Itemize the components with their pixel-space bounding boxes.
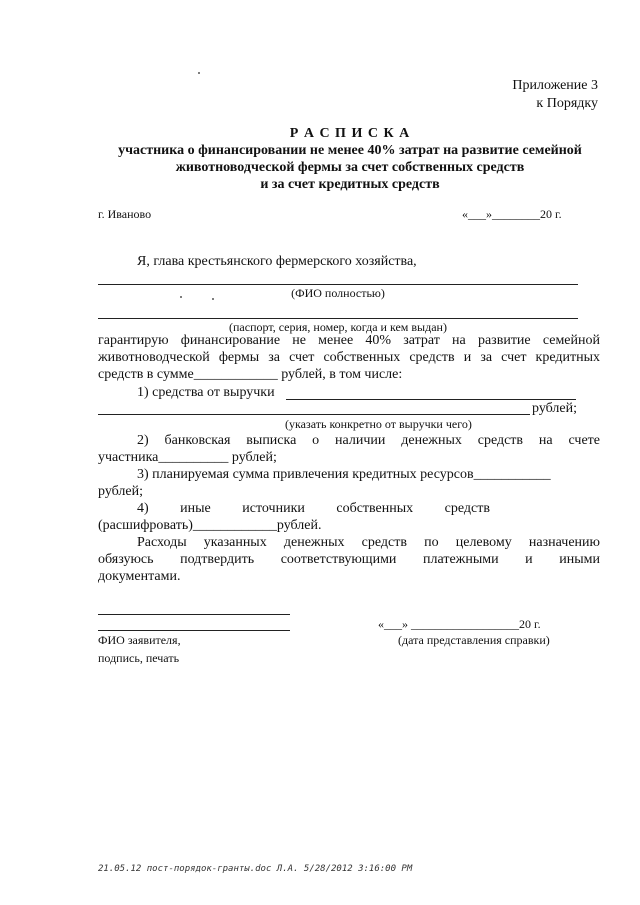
subtitle-line-1: участника о финансировании не менее 40% затрат на развитие семейной xyxy=(118,143,582,158)
applicant-fio-label: ФИО заявителя, xyxy=(98,633,181,647)
scan-speck xyxy=(212,298,214,300)
item1-rubles: рублей; xyxy=(532,401,577,416)
submission-date: «___» __________________20 г. xyxy=(378,617,541,631)
scan-speck xyxy=(198,72,200,74)
item1-line-a xyxy=(286,399,576,400)
document-date: «___»________20 г. xyxy=(462,207,562,221)
item2-line-2: участника__________ рублей; xyxy=(98,450,277,465)
order-label: к Порядку xyxy=(536,96,598,111)
item1-line-b xyxy=(98,414,530,415)
fio-caption: (ФИО полностью) xyxy=(291,286,385,300)
intro-text: Я, глава крестьянского фермерского хозяйства, xyxy=(137,254,417,269)
signature-line-2 xyxy=(98,630,290,631)
sign-stamp-label: подпись, печать xyxy=(98,651,180,665)
subtitle-line-3: и за счет кредитных средств xyxy=(260,177,440,192)
guarantee-line-1: гарантирую финансирование не менее 40% затрат на развитие семейной xyxy=(98,333,600,348)
signature-line-1 xyxy=(98,614,290,615)
expenses-line-1: Расходы указанных денежных средств по целевому назначению xyxy=(137,535,600,550)
scan-speck xyxy=(180,296,182,298)
document-title: Р А С П И С К А xyxy=(289,126,411,141)
guarantee-line-3: средств в сумме____________ рублей, в том числе: xyxy=(98,367,403,382)
expenses-line-3: документами. xyxy=(98,569,181,584)
item1-label: 1) средства от выручки xyxy=(137,385,275,400)
passport-caption: (паспорт, серия, номер, когда и кем выдан) xyxy=(229,320,447,334)
expenses-line-2: обязуюсь подтвердить соответствующими платежными и иными xyxy=(98,552,600,567)
item4-line-1: 4) иные источники собственных средств xyxy=(137,501,490,516)
passport-line xyxy=(98,318,578,319)
submission-date-caption: (дата представления справки) xyxy=(398,633,550,647)
item1-caption: (указать конкретно от выручки чего) xyxy=(285,417,472,431)
city: г. Иваново xyxy=(98,207,152,221)
fio-line xyxy=(98,284,578,285)
appendix-label: Приложение 3 xyxy=(512,78,598,93)
subtitle-line-2: животноводческой фермы за счет собственных средств xyxy=(175,160,525,175)
item4-line-2: (расшифровать)____________рублей. xyxy=(98,518,322,533)
item3-line-1: 3) планируемая сумма привлечения кредитных ресурсов___________ xyxy=(137,467,551,482)
item3-line-2: рублей; xyxy=(98,484,143,499)
item2-line-1: 2) банковская выписка о наличии денежных средств на счете xyxy=(137,433,600,448)
file-footer: 21.05.12 пост-порядок-гранты.doc Л.А. 5/28/2012 3:16:00 PM xyxy=(98,864,413,874)
guarantee-line-2: животноводческой фермы за счет собственных средств и за счет кредитных xyxy=(98,350,600,365)
